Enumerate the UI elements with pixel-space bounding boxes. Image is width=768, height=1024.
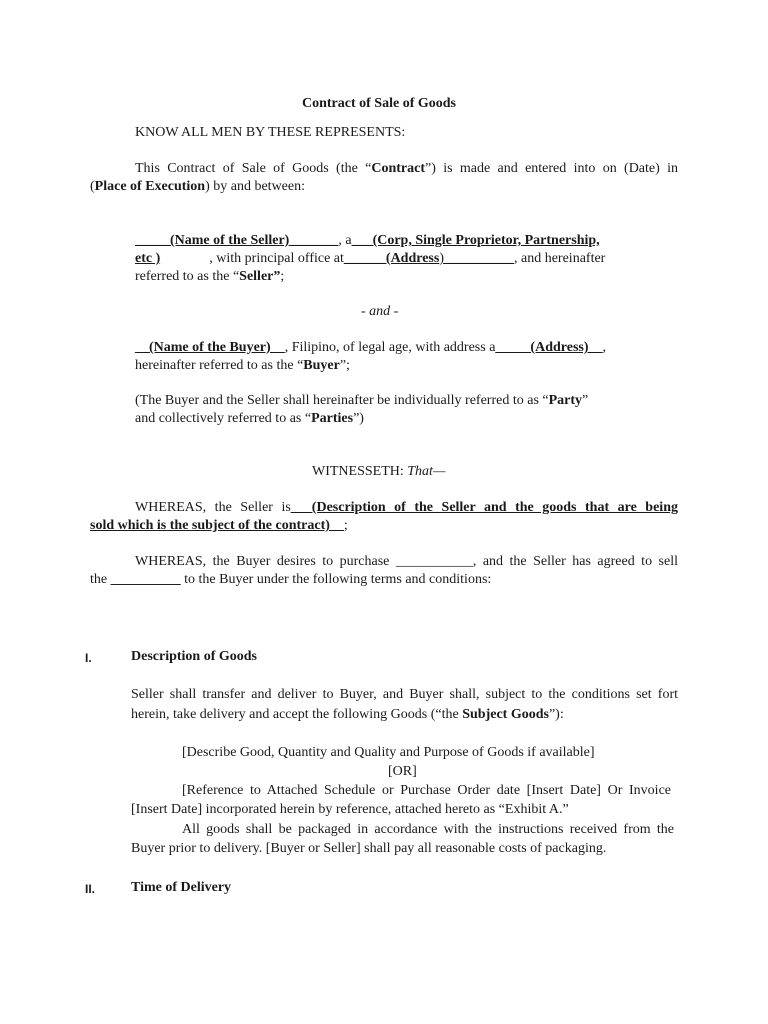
seller-name-field: (Name of the Seller) — [170, 233, 290, 248]
contract-intro-line-1: This Contract of Sale of Goods (the “Contract”) is made and entered into on (Date) in — [135, 161, 678, 176]
seller-type-field: (Corp, Single Proprietor, Partnership, — [372, 233, 600, 248]
buyer-line-2: hereinafter referred to as the “Buyer”; — [135, 358, 350, 373]
section-1-title: Description of Goods — [131, 649, 257, 664]
section-1-para-line-2: herein, take delivery and accept the following Goods (“the Subject Goods”): — [131, 707, 564, 722]
section-2-title: Time of Delivery — [131, 880, 232, 895]
and-separator: - and - — [361, 304, 399, 319]
buyer-name-field: __(Name of the Buyer)__ — [135, 340, 285, 355]
packaging-line-1: All goods shall be packaged in accordance with the instructions received from the — [182, 822, 674, 837]
seller-line-3: referred to as the “Seller”; — [135, 269, 285, 284]
section-1-number: I. — [85, 651, 92, 665]
reference-line-2: [Insert Date] incorporated herein by reference, attached hereto as “Exhibit A.” — [131, 802, 569, 817]
document-title: Contract of Sale of Goods — [302, 96, 456, 111]
whereas-seller-line-1: WHEREAS, the Seller is___(Description of the Seller and the goods that are being — [135, 500, 678, 515]
packaging-line-2: Buyer prior to delivery. [Buyer or Seller] shall pay all reasonable costs of packaging. — [131, 841, 607, 856]
witnesseth-heading: WITNESSETH: That— — [312, 464, 446, 479]
whereas-seller-line-2: sold which is the subject of the contract)__; — [90, 518, 348, 533]
parties-line-1: (The Buyer and the Seller shall hereinafter be individually referred to as “Party” — [135, 393, 589, 408]
section-1-para-line-1: Seller shall transfer and deliver to Buyer, and Buyer shall, subject to the conditions set fort — [131, 687, 678, 702]
seller-line-2: etc )_______, with principal office at______(Address)__________, and hereinafter — [135, 251, 606, 266]
buyer-address-field: _____(Address)__ — [495, 340, 603, 355]
buyer-line-1: __(Name of the Buyer)__, Filipino, of legal age, with address a_____(Address)__, — [135, 340, 606, 355]
whereas-buyer-line-2: the __________ to the Buyer under the following terms and conditions: — [90, 572, 492, 587]
parties-line-2: and collectively referred to as “Parties”) — [135, 411, 364, 426]
seller-line-1: _____(Name of the Seller)_______, a___(Corp, Single Proprietor, Partnership, — [135, 233, 600, 248]
or-separator: [OR] — [388, 764, 417, 779]
seller-address-field: (Address — [385, 251, 440, 266]
section-2-number: II. — [85, 882, 96, 896]
intro-line: KNOW ALL MEN BY THESE REPRESENTS: — [135, 125, 406, 140]
reference-line-1: [Reference to Attached Schedule or Purchase Order date [Insert Date] Or Invoice — [182, 783, 671, 798]
whereas-buyer-line-1: WHEREAS, the Buyer desires to purchase ___________, and the Seller has agreed to sell — [135, 554, 678, 569]
describe-goods-placeholder: [Describe Good, Quantity and Quality and Purpose of Goods if available] — [182, 745, 595, 760]
contract-intro-line-2: (Place of Execution) by and between: — [90, 179, 306, 194]
